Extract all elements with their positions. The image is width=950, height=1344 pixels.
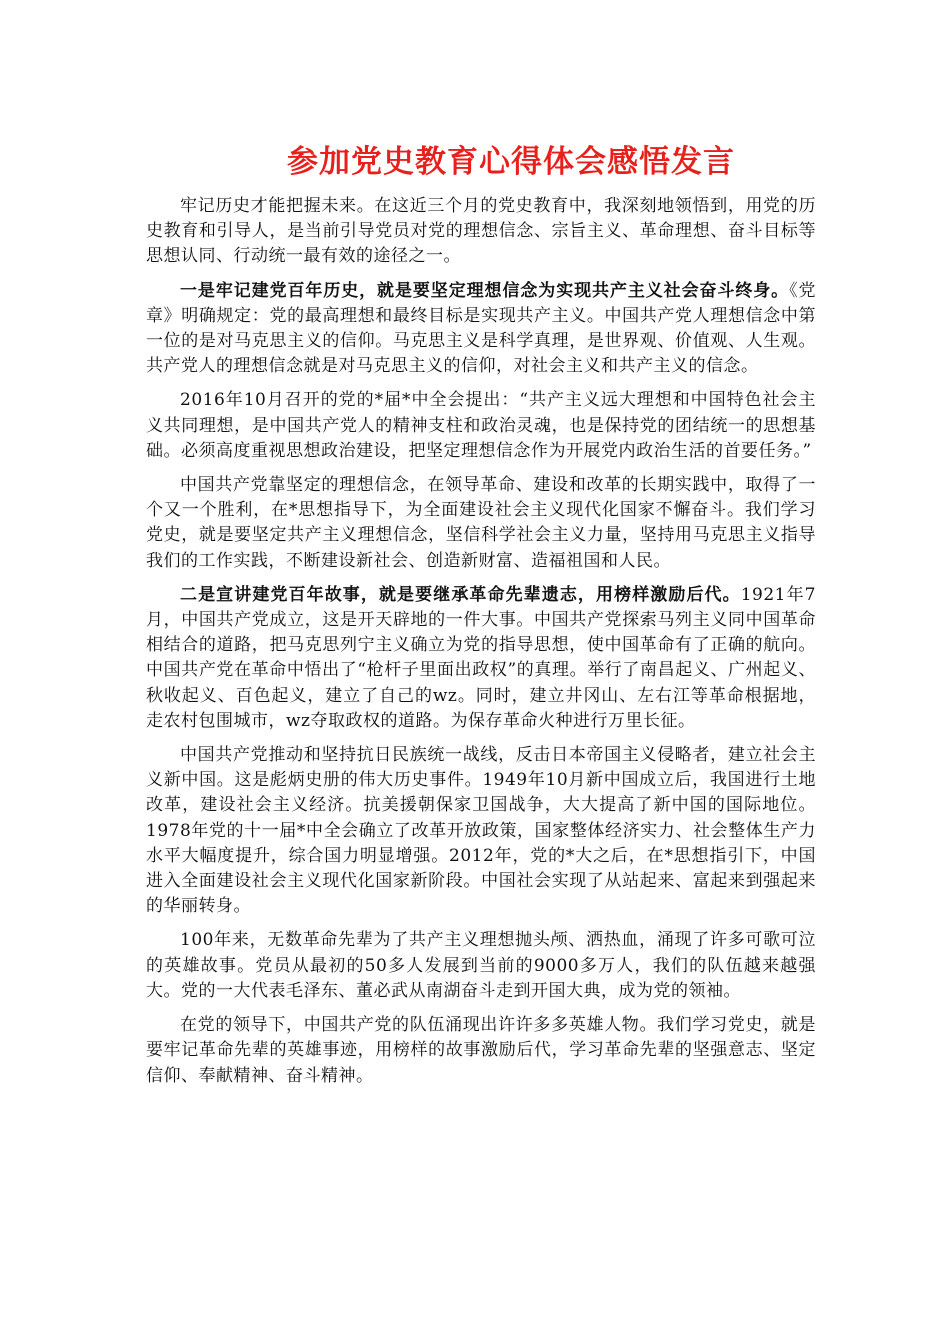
paragraph-2-lead: 一是牢记建党百年历史，就是要坚定理想信念为实现共产主义社会奋斗终身。 [180, 280, 790, 301]
paragraph-1 [146, 194, 816, 270]
paragraph-3-text: 2016年10月召开的党的*届*中全会提出：“共产主义远大理想和中国特色社会主义共同理想，是中国共产党人的精神支柱和政治灵魂，也是保持党的团结统一的思想基础。必须高度重视思想政治建设，把坚定理想信念作为开展党内政治生活的首要任务。” [146, 390, 816, 461]
paragraph-5-lead: 二是宣讲建党百年故事，就是要继承革命先辈遗志，用榜样激励后代。 [180, 584, 741, 605]
paragraph-8-text: 在党的领导下，中国共产党的队伍涌现出许许多多英雄人物。我们学习党史，就是要牢记革命先辈的英雄事迹，用榜样的故事激励后代，学习革命先辈的坚强意志、坚定信仰、奉献精神、奋斗精神。 [146, 1015, 816, 1086]
document-title: 参加党史教育心得体会感悟发言 [287, 144, 735, 180]
document-page [146, 140, 816, 1098]
paragraph-7-text: 100年来，无数革命先辈为了共产主义理想抛头颅、洒热血，涌现了许多可歌可泣的英雄故事。党员从最初的50多人发展到当前的9000多万人，我们的队伍越来越强大。党的一大代表毛泽东、董必武从南湖奋斗走到开国大典，成为党的领袖。 [146, 930, 816, 1001]
paragraph-5-text: 1921年7月，中国共产党成立，这是开天辟地的一件大事。中国共产党探索马列主义同中国革命相结合的道路，把马克思列宁主义确立为党的指导思想，使中国革命有了正确的航向。中国共产党在革命中悟出了“枪杆子里面出政权”的真理。举行了南昌起义、广州起义、秋收起义、百色起义，建立了自己的wz。同时，建立井冈山、左右江等革命根据地，走农村包围城市，wz夺取政权的道路。为保存革命火种进行万里长征。 [146, 584, 816, 731]
paragraph-4-text: 中国共产党靠坚定的理想信念，在领导革命、建设和改革的长期实践中，取得了一个又一个胜利，在*思想指导下，为全面建设社会主义现代化国家不懈奋斗。我们学习党史，就是要坚定共产主义理想信念，坚信科学社会主义力量，坚持用马克思主义指导我们的工作实践，不断建设新社会、创造新财富、造福祖国和人民。 [146, 475, 816, 571]
paragraph-2 [146, 279, 816, 380]
paragraph-3 [146, 388, 816, 464]
paragraph-1-text: 牢记历史才能把握未来。在这近三个月的党史教育中，我深刻地领悟到，用党的历史教育和引导人，是当前引导党员对党的理想信念、宗旨主义、革命理想、奋斗目标等思想认同、行动统一最有效的途径之一。 [146, 196, 816, 267]
paragraph-7 [146, 928, 816, 1004]
paragraph-5 [146, 583, 816, 734]
paragraph-8 [146, 1013, 816, 1089]
paragraph-6 [146, 743, 816, 919]
paragraph-6-text: 中国共产党推动和坚持抗日民族统一战线，反击日本帝国主义侵略者，建立社会主义新中国。这是彪炳史册的伟大历史事件。1949年10月新中国成立后，我国进行土地改革，建设社会主义经济。抗美援朝保家卫国战争，大大提高了新中国的国际地位。1978年党的十一届*中全会确立了改革开放政策，国家整体经济实力、社会整体生产力水平大幅度提升，综合国力明显增强。2012年，党的*大之后，在*思想指引下，中国进入全面建设社会主义现代化国家新阶段。中国社会实现了从站起来、富起来到强起来的华丽转身。 [146, 745, 816, 917]
paragraph-2-text: 《党章》明确规定：党的最高理想和最终目标是实现共产主义。中国共产党人理想信念中第一位的是对马克思主义的信仰。马克思主义是科学真理，是世界观、价值观、人生观。共产党人的理想信念就是对马克思主义的信仰，对社会主义和共产主义的信念。 [146, 280, 817, 377]
paragraph-4 [146, 473, 816, 574]
